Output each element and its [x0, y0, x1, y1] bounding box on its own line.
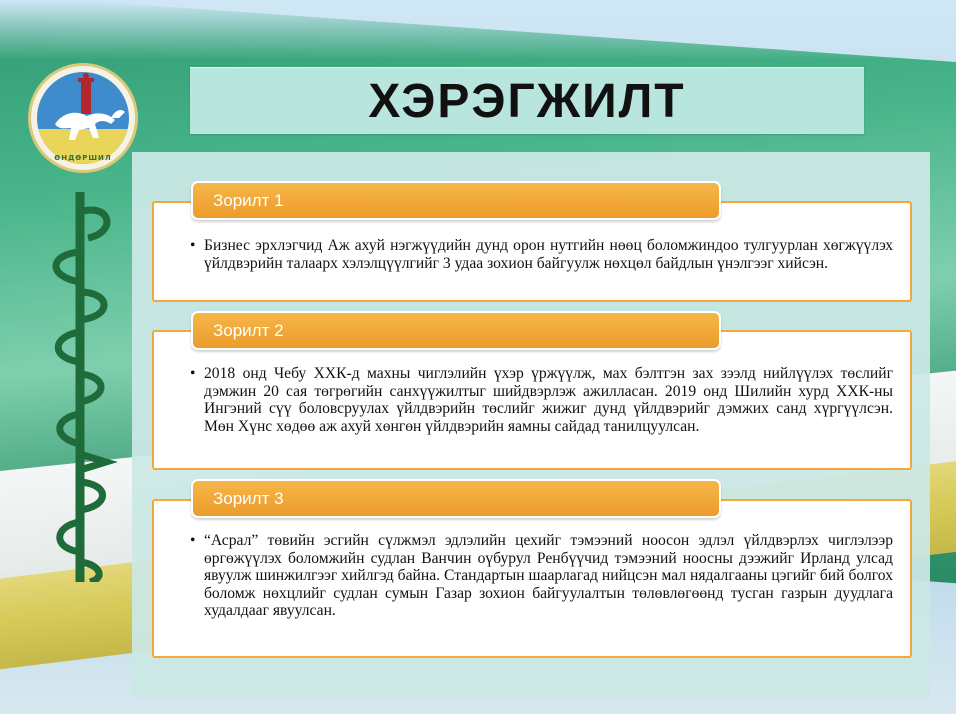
bullet-icon: •	[190, 532, 196, 549]
page-title: ХЭРЭГЖИЛТ	[368, 74, 686, 128]
mongolian-script-decoration	[40, 192, 120, 582]
goal-3-text: “Асрал” төвийн эсгийн сүлжмэл эдлэлийн цехийг тэмээний ноосон эдлэл үйлдвэрлэх чиглэлээр өргөжүүлэх боломжийн судлан Ванчин оүбурул Ренбүүчид тэмээний ноосны дээжийг Ирланд улсад явуулж шинжилгээг хийлгэд байна. Стандартын шаарлагад нийцсэн мал нядалгааны цэгийг бий болгох боломж нөхцлийг судлан сумын Газар зохион байгуулалтын төлөвлөгөөнд тусган газрын дуудлага худалдааг явуулсан.	[204, 532, 893, 620]
sky	[0, 0, 956, 60]
bullet-icon: •	[190, 365, 196, 382]
bullet-icon: •	[190, 237, 196, 254]
goal-2-label: Зорилт 2	[191, 311, 721, 350]
goal-3-card	[152, 499, 912, 658]
goal-1-text-row	[190, 237, 893, 272]
title-bar	[190, 67, 864, 134]
goal-2-text: 2018 онд Чебу ХХК-д махны чиглэлийн үхэр үржүүлж, мах бэлтгэн зах зээлд нийлүүлэх төслийг дэмжин 20 сая төгрөгийн санхүүжилтыг шийдвэрлэж ажилласан. 2019 онд Шилийн хурд ХХК-ны Ингэний сүү боловсруулах үйлдвэрийн төслийг жижиг дунд үйлдвэрийг дэмжих санд хүргүүлсэн. Мөн Хүнс хөдөө аж ахуй хөнгөн үйлдвэрийн яамны сайдад танилцуулсан.	[204, 365, 893, 435]
goal-1-label: Зорилт 1	[191, 181, 721, 220]
horse-icon	[37, 72, 129, 164]
emblem-field	[37, 72, 129, 164]
goal-3-label: Зорилт 3	[191, 479, 721, 518]
goal-1-text: Бизнес эрхлэгчид Аж ахуй нэгжүүдийн дунд орон нутгийн нөөц боломжиндоо тулгуурлан хөгжүүлэх үйлдвэрийн талаарх хэлэлцүүлгийг 3 удаа зохион байгуулж нөхцөл байдлын үнэлгээг хийсэн.	[204, 237, 893, 272]
emblem-label: ӨНДӨРШИЛ	[54, 154, 112, 162]
goal-3-text-row	[190, 532, 893, 620]
emblem-logo	[28, 63, 138, 173]
goal-2-card	[152, 330, 912, 470]
goal-2-text-row	[190, 365, 893, 435]
